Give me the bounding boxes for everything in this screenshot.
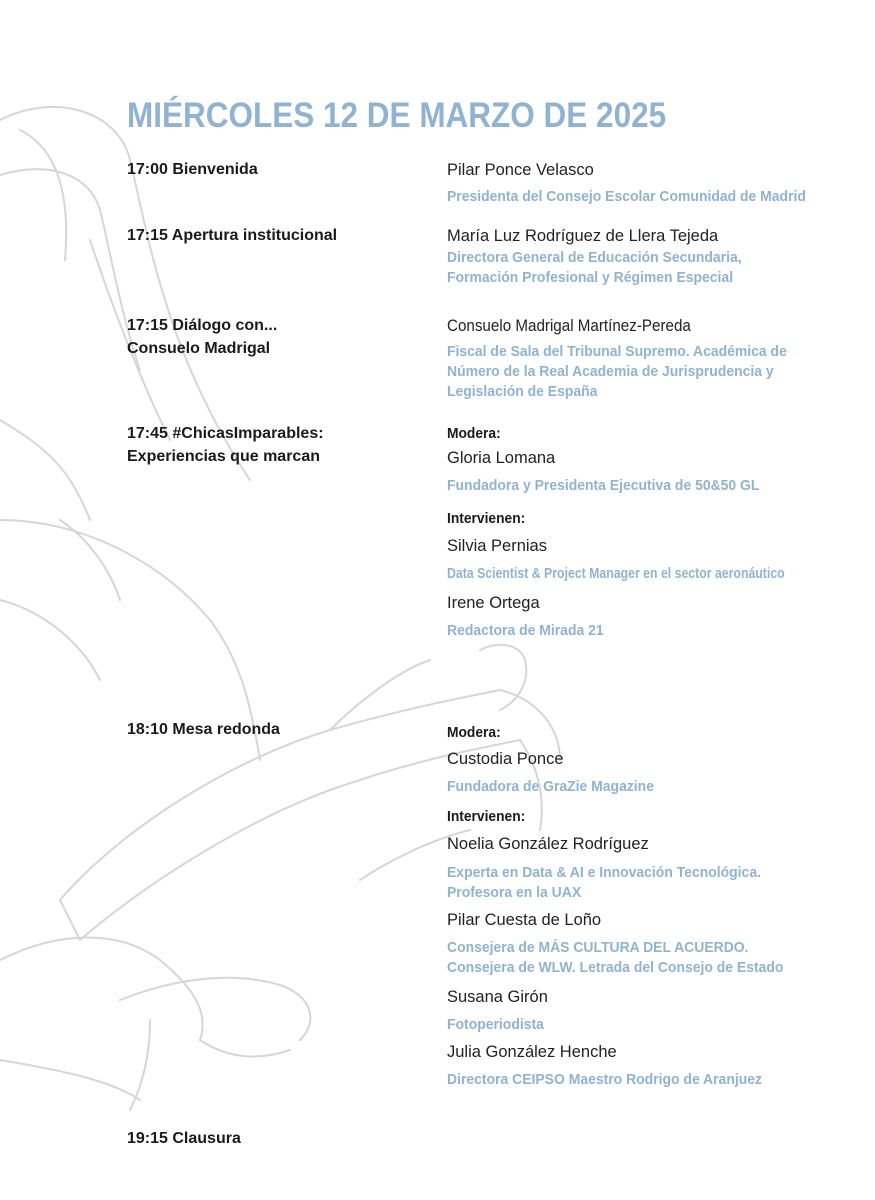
session-time: 17:45 #ChicasImparables:: [127, 425, 324, 442]
speaker-name: Julia González Henche: [447, 1043, 617, 1061]
session-time: 17:15 Diálogo con...: [127, 317, 278, 334]
speaker-name: Pilar Cuesta de Loño: [447, 911, 602, 929]
moderator-label: Modera:: [447, 425, 501, 442]
speaker-name: Consuelo Madrigal Martínez-Pereda: [447, 317, 691, 335]
speaker-role: Formación Profesional y Régimen Especial: [447, 269, 734, 286]
speaker-role: Legislación de España: [447, 383, 598, 400]
speaker-role: Fotoperiodista: [447, 1016, 544, 1033]
session-time: 18:10 Mesa redonda: [127, 721, 280, 738]
speaker-role: Número de la Real Academia de Jurisprudencia y: [447, 363, 774, 380]
speaker-name: Susana Girón: [447, 988, 548, 1006]
speaker-role: Experta en Data & AI e Innovación Tecnológica.: [447, 864, 761, 881]
session-time: 19:15 Clausura: [127, 1130, 241, 1147]
speaker-role: Consejera de MÁS CULTURA DEL ACUERDO.: [447, 939, 749, 956]
speaker-name: Noelia González Rodríguez: [447, 835, 649, 853]
speaker-role: Data Scientist & Project Manager en el sector aeronáutico: [447, 565, 785, 582]
page-title: MIÉRCOLES 12 DE MARZO DE 2025: [127, 96, 667, 135]
moderator-label: Modera:: [447, 724, 501, 741]
moderator-name: Custodia Ponce: [447, 750, 564, 768]
speaker-role: Directora CEIPSO Maestro Rodrigo de Aranjuez: [447, 1071, 762, 1088]
speaker-role: Redactora de Mirada 21: [447, 622, 604, 639]
speakers-label: Intervienen:: [447, 510, 526, 527]
speaker-role: Fiscal de Sala del Tribunal Supremo. Académica de: [447, 343, 787, 360]
session-time: Consuelo Madrigal: [127, 340, 271, 357]
speakers-label: Intervienen:: [447, 808, 526, 825]
session-time: 17:00 Bienvenida: [127, 161, 258, 178]
speaker-role: Presidenta del Consejo Escolar Comunidad de Madrid: [447, 188, 806, 205]
moderator-role: Fundadora y Presidenta Ejecutiva de 50&50 GL: [447, 477, 760, 494]
speaker-role: Profesora en la UAX: [447, 884, 582, 901]
speaker-name: María Luz Rodríguez de Llera Tejeda: [447, 227, 719, 245]
speaker-name: Silvia Pernias: [447, 537, 547, 555]
moderator-role: Fundadora de GraZie Magazine: [447, 778, 654, 795]
speaker-name: Pilar Ponce Velasco: [447, 161, 594, 179]
moderator-name: Gloria Lomana: [447, 449, 556, 467]
speaker-role: Directora General de Educación Secundaria,: [447, 249, 742, 266]
speaker-name: Irene Ortega: [447, 594, 540, 612]
session-time: 17:15 Apertura institucional: [127, 227, 338, 244]
speaker-role: Consejera de WLW. Letrada del Consejo de Estado: [447, 959, 784, 976]
session-time: Experiencias que marcan: [127, 448, 320, 465]
